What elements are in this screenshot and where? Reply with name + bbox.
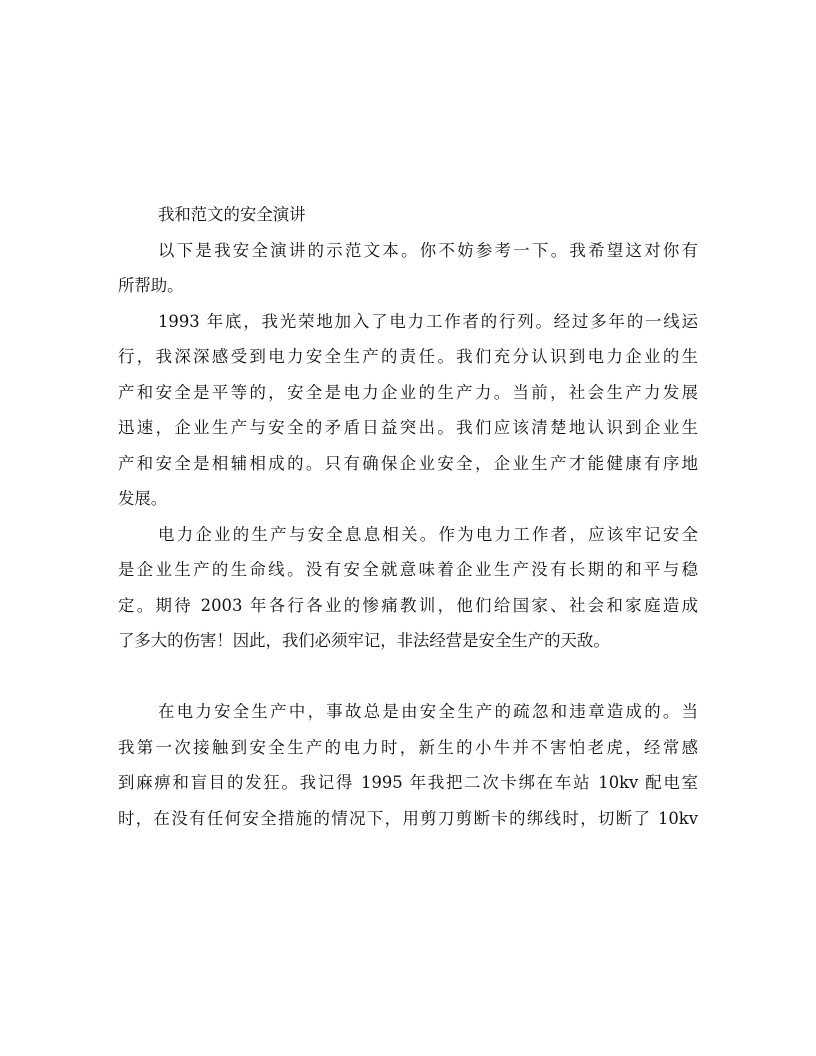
paragraph-line: 到麻痹和盲目的发狂。我记得 1995 年我把二次卡绑在车站 10kv 配电室 — [118, 773, 698, 792]
paragraph-line: 是企业生产的生命线。没有安全就意味着企业生产没有长期的和平与稳 — [118, 560, 698, 579]
paragraph-line: 所帮助。 — [118, 276, 184, 295]
paragraph-line: 行，我深深感受到电力安全生产的责任。我们充分认识到电力企业的生 — [118, 347, 698, 366]
paragraph-line: 我第一次接触到安全生产的电力时，新生的小牛并不害怕老虎，经常感 — [118, 737, 698, 757]
paragraph-3 — [118, 517, 698, 659]
paragraph-line: 定。期待 2003 年各行各业的惨痛教训，他们给国家、社会和家庭造成 — [118, 595, 698, 615]
document-title: 我和范文的安全演讲 — [158, 205, 306, 224]
paragraph-spacer — [118, 659, 698, 695]
paragraph-line: 产和安全是相辅相成的。只有确保企业安全，企业生产才能健康有序地 — [118, 453, 698, 473]
paragraph-line: 迅速，企业生产与安全的矛盾日益突出。我们应该清楚地认识到企业生 — [118, 418, 698, 437]
paragraph-line: 1993 年底，我光荣地加入了电力工作者的行列。经过多年的一线运 — [158, 311, 698, 331]
paragraph-line: 产和安全是平等的，安全是电力企业的生产力。当前，社会生产力发展 — [118, 382, 698, 402]
paragraph-line: 发展。 — [118, 489, 168, 508]
paragraph-line: 在电力安全生产中，事故总是由安全生产的疏忽和违章造成的。当 — [158, 702, 698, 721]
paragraph-4 — [118, 694, 698, 836]
document-page — [118, 197, 698, 836]
paragraph-line: 电力企业的生产与安全息息相关。作为电力工作者，应该牢记安全 — [158, 524, 698, 544]
paragraph-2 — [118, 304, 698, 517]
paragraph-line: 了多大的伤害！因此，我们必须牢记，非法经营是安全生产的天敌。 — [118, 631, 610, 650]
paragraph-line: 以下是我安全演讲的示范文本。你不妨参考一下。我希望这对你有 — [158, 240, 698, 260]
paragraph-line: 时，在没有任何安全措施的情况下，用剪刀剪断卡的绑线时，切断了 10kv — [118, 808, 698, 828]
paragraph-1 — [118, 233, 698, 304]
